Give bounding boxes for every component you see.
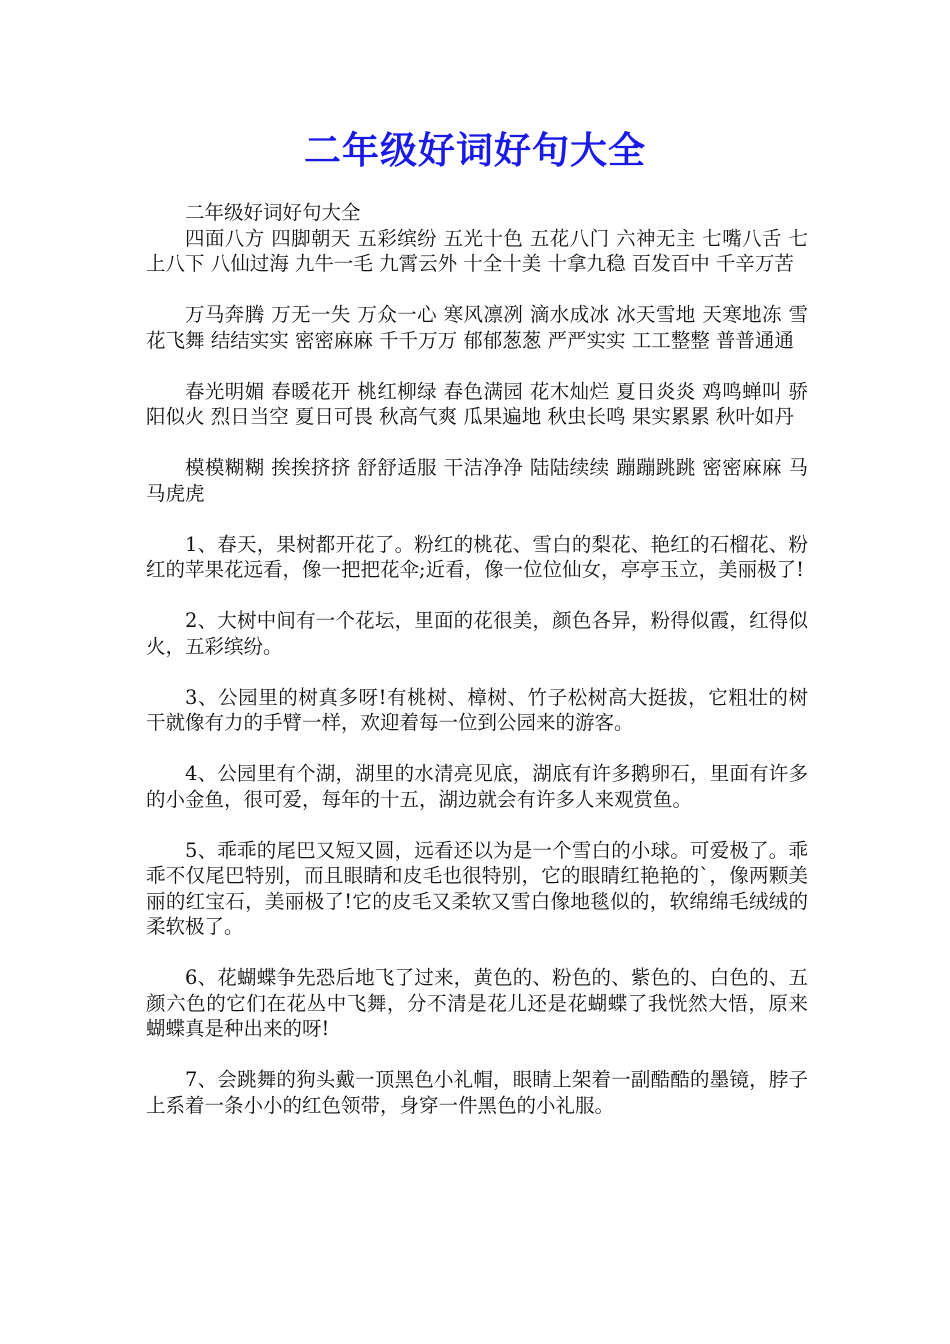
sentence-paragraph: 5、乖乖的尾巴又短又圆，远看还以为是一个雪白的小球。可爱极了。乖乖不仅尾巴特别，而且眼睛和皮毛也很特别，它的眼睛红艳艳的`，像两颗美丽的红宝石，美丽极了!它的皮毛又柔软又雪白像地毯似的，软绵绵毛绒绒的柔软极了。 [146,838,808,938]
sentence-paragraph: 4、公园里有个湖，湖里的水清亮见底，湖底有许多鹅卵石，里面有许多的小金鱼，很可爱，每年的十五，湖边就会有许多人来观赏鱼。 [146,762,808,811]
sentence-paragraph: 2、大树中间有一个花坛，里面的花很美，颜色各异，粉得似霞，红得似火，五彩缤纷。 [146,609,808,658]
sentence-paragraph: 6、花蝴蝶争先恐后地飞了过来，黄色的、粉色的、紫色的、白色的、五颜六色的它们在花丛中飞舞，分不清是花儿还是花蝴蝶了我恍然大悟，原来蝴蝶真是种出来的呀! [146,966,808,1040]
idiom-paragraph: 春光明媚 春暖花开 桃红柳绿 春色满园 花木灿烂 夏日炎炎 鸡鸣蝉叫 骄阳似火 烈日当空 夏日可畏 秋高气爽 瓜果遍地 秋虫长鸣 果实累累 秋叶如丹 [146,379,808,428]
subtitle-paragraph: 二年级好词好句大全 [185,201,361,224]
idiom-paragraph: 模模糊糊 挨挨挤挤 舒舒适服 干洁净净 陆陆续续 蹦蹦跳跳 密密麻麻 马马虎虎 [146,456,808,505]
document-title: 二年级好词好句大全 [304,129,646,172]
sentence-paragraph: 7、会跳舞的狗头戴一顶黑色小礼帽，眼睛上架着一副酷酷的墨镜，脖子上系着一条小小的红色领带，身穿一件黑色的小礼服。 [146,1068,808,1117]
document-body [146,200,808,1118]
sentence-paragraph: 1、春天，果树都开花了。粉红的桃花、雪白的梨花、艳红的石榴花、粉红的苹果花远看，像一把把花伞;近看，像一位位仙女，亭亭玉立，美丽极了! [146,532,808,581]
idiom-paragraph: 四面八方 四脚朝天 五彩缤纷 五光十色 五花八门 六神无主 七嘴八舌 七上八下 八仙过海 九牛一毛 九霄云外 十全十美 十拿九稳 百发百中 千辛万苦 [146,226,808,275]
idiom-paragraph: 万马奔腾 万无一失 万众一心 寒风凛冽 滴水成冰 冰天雪地 天寒地冻 雪花飞舞 结结实实 密密麻麻 千千万万 郁郁葱葱 严严实实 工工整整 普普通通 [146,303,808,352]
sentence-paragraph: 3、公园里的树真多呀!有桃树、樟树、竹子松树高大挺拔，它粗壮的树干就像有力的手臂一样，欢迎着每一位到公园来的游客。 [146,685,808,734]
